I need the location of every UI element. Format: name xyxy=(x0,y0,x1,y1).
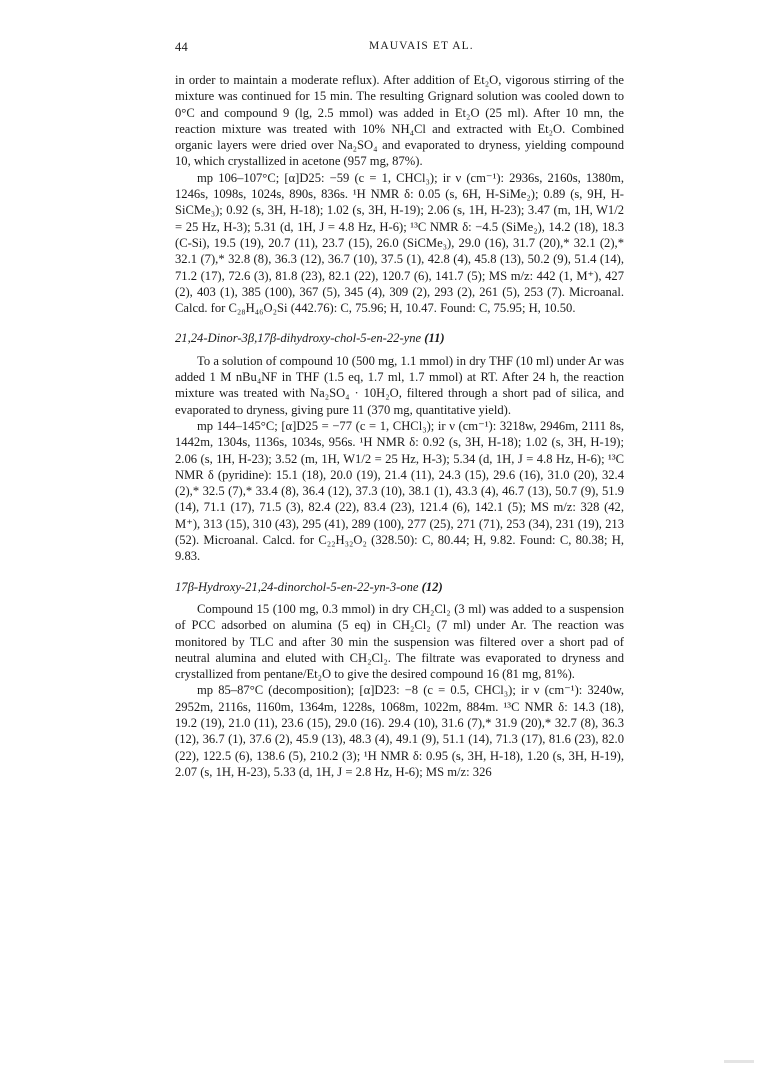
paragraph-characterization-12: mp 85–87°C (decomposition); [α]D23: −8 (c = 0.5, CHCl₃); ir ν (cm⁻¹): 3240w, 2952m, 2116s, 1160m, 1364m, 1228s, 1068m, 1022m, 884m. ¹³C NMR δ: 14.3 (18), 19.2 (19), 21.0 (11), 23.6 (15), 29.0 (16). 29.4 (10), 31.6 (7),* 31.9 (20),* 32.7 (8), 36.3 (12), 36.7 (1), 37.6 (2), 45.9 (13), 48.3 (4), 49.1 (9), 51.1 (14), 71.3 (17), 81.6 (23), 82.0 (22), 122.5 (6), 138.6 (5), 210.2 (3); ¹H NMR δ: 0.95 (s, 3H, H-18), 1.20 (s, 3H, H-19), 2.07 (s, 1H, H-23), 5.33 (d, 1H, J = 2.8 Hz, H-6); MS m/z: 326 xyxy=(175,683,624,779)
section-heading-compound-11 xyxy=(175,330,624,346)
article-body xyxy=(175,72,624,780)
paragraph-characterization-10: mp 106–107°C; [α]D25: −59 (c = 1, CHCl₃); ir ν (cm⁻¹): 2936s, 2160s, 1380m, 1246s, 1098s, 1024s, 890s, 836s. ¹H NMR δ: 0.05 (s, 6H, H-SiMe₂); 0.89 (s, 9H, H-SiCMe₃); 0.92 (s, 3H, H-18); 1.02 (s, 3H, H-19); 2.06 (s, 1H, H-23); 3.47 (m, 1H, W1/2 = 25 Hz, H-3); 5.31 (d, 1H, J = 4.8 Hz, H-6); ¹³C NMR δ: −4.5 (SiMe₂), 14.2 (18), 18.3 (C-Si), 19.5 (19), 20.7 (11), 23.7 (15), 26.0 (SiCMe₃), 29.0 (16), 31.7 (20),* 32.1 (2),* 32.1 (7),* 32.8 (8), 36.3 (12), 36.7 (10), 37.5 (1), 42.8 (4), 45.8 (13), 50.2 (9), 51.4 (14), 71.2 (17), 72.6 (3), 81.8 (23), 82.1 (22), 120.7 (6), 141.7 (5); MS m/z: 442 (1, M⁺), 427 (2), 403 (1), 385 (100), 367 (5), 345 (4), 309 (2), 293 (2), 261 (5), 253 (7). Microanal. Calcd. for C₂₈H₄₆O₂Si (442.76): C, 75.96; H, 10.47. Found: C, 75.95; H, 10.50. xyxy=(175,170,624,316)
section-heading-compound-12 xyxy=(175,579,624,595)
heading-text: 17β-Hydroxy-21,24-dinorchol-5-en-22-yn-3-one xyxy=(175,579,419,594)
paragraph-reaction-workup: in order to maintain a moderate reflux). After addition of Et₂O, vigorous stirring of the mixture was continued for 15 min. The resulting Grignard solution was cooled down to 0°C and compound 9 (lg, 2.5 mmol) was added in Et₂O (25 ml). After 10 mn, the reaction mixture was treated with 10% NH₄Cl and extracted with Et₂O. Combined organic layers were dried over Na₂SO₄ and evaporated to dryness, yielding compound 10, which crystallized in acetone (957 mg, 87%). xyxy=(175,73,624,169)
running-head: MAUVAIS ET AL. xyxy=(369,40,474,52)
heading-text: 21,24-Dinor-3β,17β-dihydroxy-chol-5-en-22-yne xyxy=(175,331,422,346)
paragraph-procedure-12: Compound 15 (100 mg, 0.3 mmol) in dry CH₂Cl₂ (3 ml) was added to a suspension of PCC adsorbed on alumina (5 eq) in CH₂Cl₂ (7 ml) under Ar. The reaction was monitored by TLC and after 30 min the suspension was filtered over a short pad of neutral alumina and eluted with CH₂Cl₂. The filtrate was evaporated to dryness and crystallized from pentane/Et₂O to give the desired compound 16 (81 mg, 81%). xyxy=(175,601,624,682)
page-header xyxy=(175,40,625,60)
compound-number: (12) xyxy=(421,579,443,594)
scan-artifact-mark xyxy=(724,1060,754,1063)
paragraph-characterization-11: mp 144–145°C; [α]D25 = −77 (c = 1, CHCl₃); ir ν (cm⁻¹): 3218w, 2946m, 2111 8s, 1442m, 1304s, 1136s, 1034s, 956s. ¹H NMR δ: 0.92 (s, 3H, H-18); 1.02 (s, 3H, H-19); 2.06 (s, 1H, H-23); 3.52 (m, 1H, W1/2 = 25 Hz, H-3); 5.34 (d, 1H, J = 4.8 Hz, H-6); ¹³C NMR δ (pyridine): 15.1 (18), 20.0 (19), 21.4 (11), 24.3 (15), 29.6 (16), 31.0 (20), 32.4 (2),* 32.5 (7),* 33.4 (8), 36.4 (12), 37.3 (10), 38.1 (1), 43.3 (4), 46.7 (13), 50.7 (9), 51.9 (14), 71.1 (17), 71.5 (3), 82.4 (22), 83.4 (23), 121.4 (6), 142.1 (5); MS m/z: 328 (42, M⁺), 313 (15), 310 (43), 295 (41), 289 (100), 277 (25), 271 (71), 253 (34), 231 (19), 213 (52). Microanal. Calcd. for C₂₂H₃₂O₂ (328.50): C, 80.44; H, 9.82. Found: C, 80.38; H, 9.83. xyxy=(175,418,624,564)
paragraph-procedure-11: To a solution of compound 10 (500 mg, 1.1 mmol) in dry THF (10 ml) under Ar was added 1 M nBu₄NF in THF (1.5 eq, 1.7 ml, 1.7 mmol) at RT. After 24 h, the reaction mixture was treated with Na₂SO₄ · 10H₂O, filtered through a short pad of silica, and evaporated to dryness, giving pure 11 (370 mg, quantitative yield). xyxy=(175,353,624,417)
compound-number: (11) xyxy=(424,331,445,346)
page-number: 44 xyxy=(175,40,189,54)
